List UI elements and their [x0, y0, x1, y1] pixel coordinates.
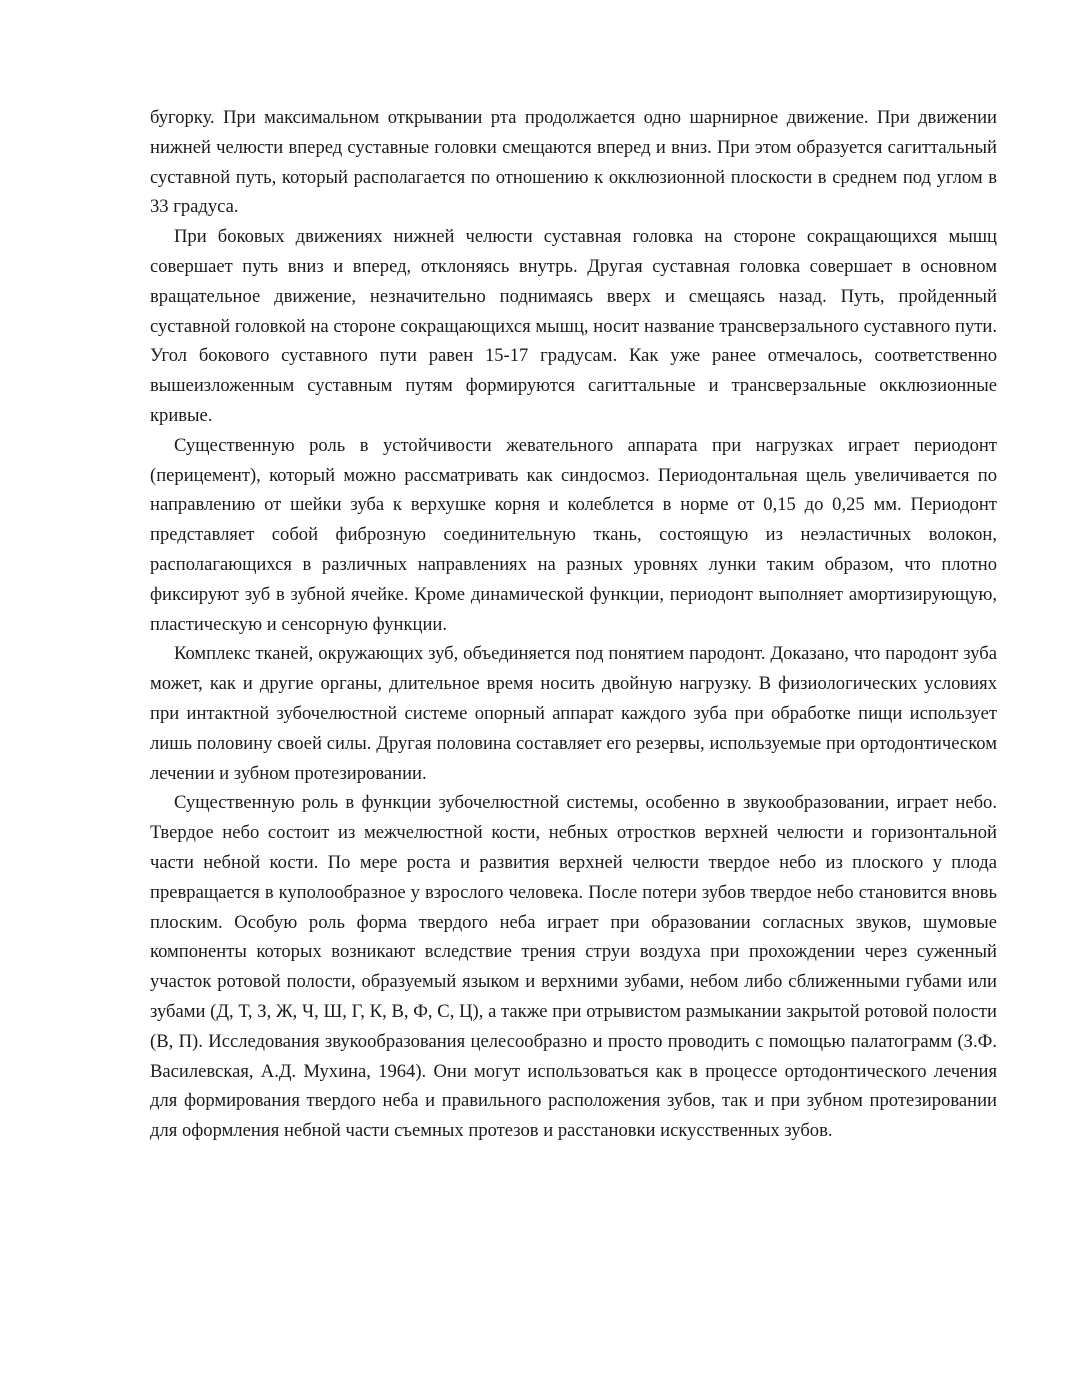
paragraph-palate: Существенную роль в функции зубочелюстной системы, особенно в звукообразовании, играет небо. Твердое небо состоит из межчелюстной кости, небных отростков верхней челюсти и горизонтальной части небной кости. По мере роста и развития верхней челюсти твердое небо из плоского у плода превращается в куполообразное у взрослого человека. После потери зубов твердое небо становится вновь плоским. Особую роль форма твердого неба играет при образовании согласных звуков, шумовые компоненты которых возникают вследствие трения струи воздуха при прохождении через суженный участок ротовой полости, образуемый языком и верхними зубами, небом либо сближенными губами или зубами (Д, Т, З, Ж, Ч, Ш, Г, К, В, Ф, С, Ц), а также при отрывистом размыкании закрытой ротовой полости (В, П). Исследования звукообразования целесообразно и просто проводить с помощью палатограмм (З.Ф. Василевская, А.Д. Мухина, 1964). Они могут использоваться как в процессе ортодонтического лечения для формирования твердого неба и правильного расположения зубов, так и при зубном протезировании для оформления небной части съемных протезов и расстановки искусственных зубов. [150, 792, 997, 1142]
paragraph-periodontium: Существенную роль в устойчивости жевательного аппарата при нагрузках играет периодонт (перицемент), который можно рассматривать как синдосмоз. Периодонтальная щель увеличивается по направлению от шейки зуба к верхушке корня и колеблется в норме от 0,15 до 0,25 мм. Периодонт представляет собой фиброзную соединительную ткань, состоящую из неэластичных волокон, располагающихся в различных направлениях на разных уровнях лунки таким образом, что плотно фиксируют зуб в зубной ячейке. Кроме динамической функции, периодонт выполняет амортизирующую, пластическую и сенсорную функции. [150, 434, 997, 635]
document-page [150, 103, 997, 1146]
paragraph-continuation: бугорку. При максимальном открывании рта продолжается одно шарнирное движение. При движении нижней челюсти вперед суставные головки смещаются вперед и вниз. При этом образуется сагиттальный суставной путь, который располагается по отношению к окклюзионной плоскости в среднем под углом в 33 градуса. [150, 107, 997, 218]
paragraph-parodontium: Комплекс тканей, окружающих зуб, объединяется под понятием пародонт. Доказано, что пародонт зуба может, как и другие органы, длительное время носить двойную нагрузку. В физиологических условиях при интактной зубочелюстной системе опорный аппарат каждого зуба при обработке пищи использует лишь половину своей силы. Другая половина составляет его резервы, используемые при ортодонтическом лечении и зубном протезировании. [150, 643, 997, 784]
paragraph-lateral-movements: При боковых движениях нижней челюсти суставная головка на стороне сокращающихся мышц совершает путь вниз и вперед, отклоняясь внутрь. Другая суставная головка совершает в основном вращательное движение, незначительно поднимаясь вверх и смещаясь назад. Путь, пройденный суставной головкой на стороне сокращающихся мышц, носит название трансверзального суставного пути. Угол бокового суставного пути равен 15-17 градусам. Как уже ранее отмечалось, соответственно вышеизложенным суставным путям формируются сагиттальные и трансверзальные окклюзионные кривые. [150, 226, 997, 426]
